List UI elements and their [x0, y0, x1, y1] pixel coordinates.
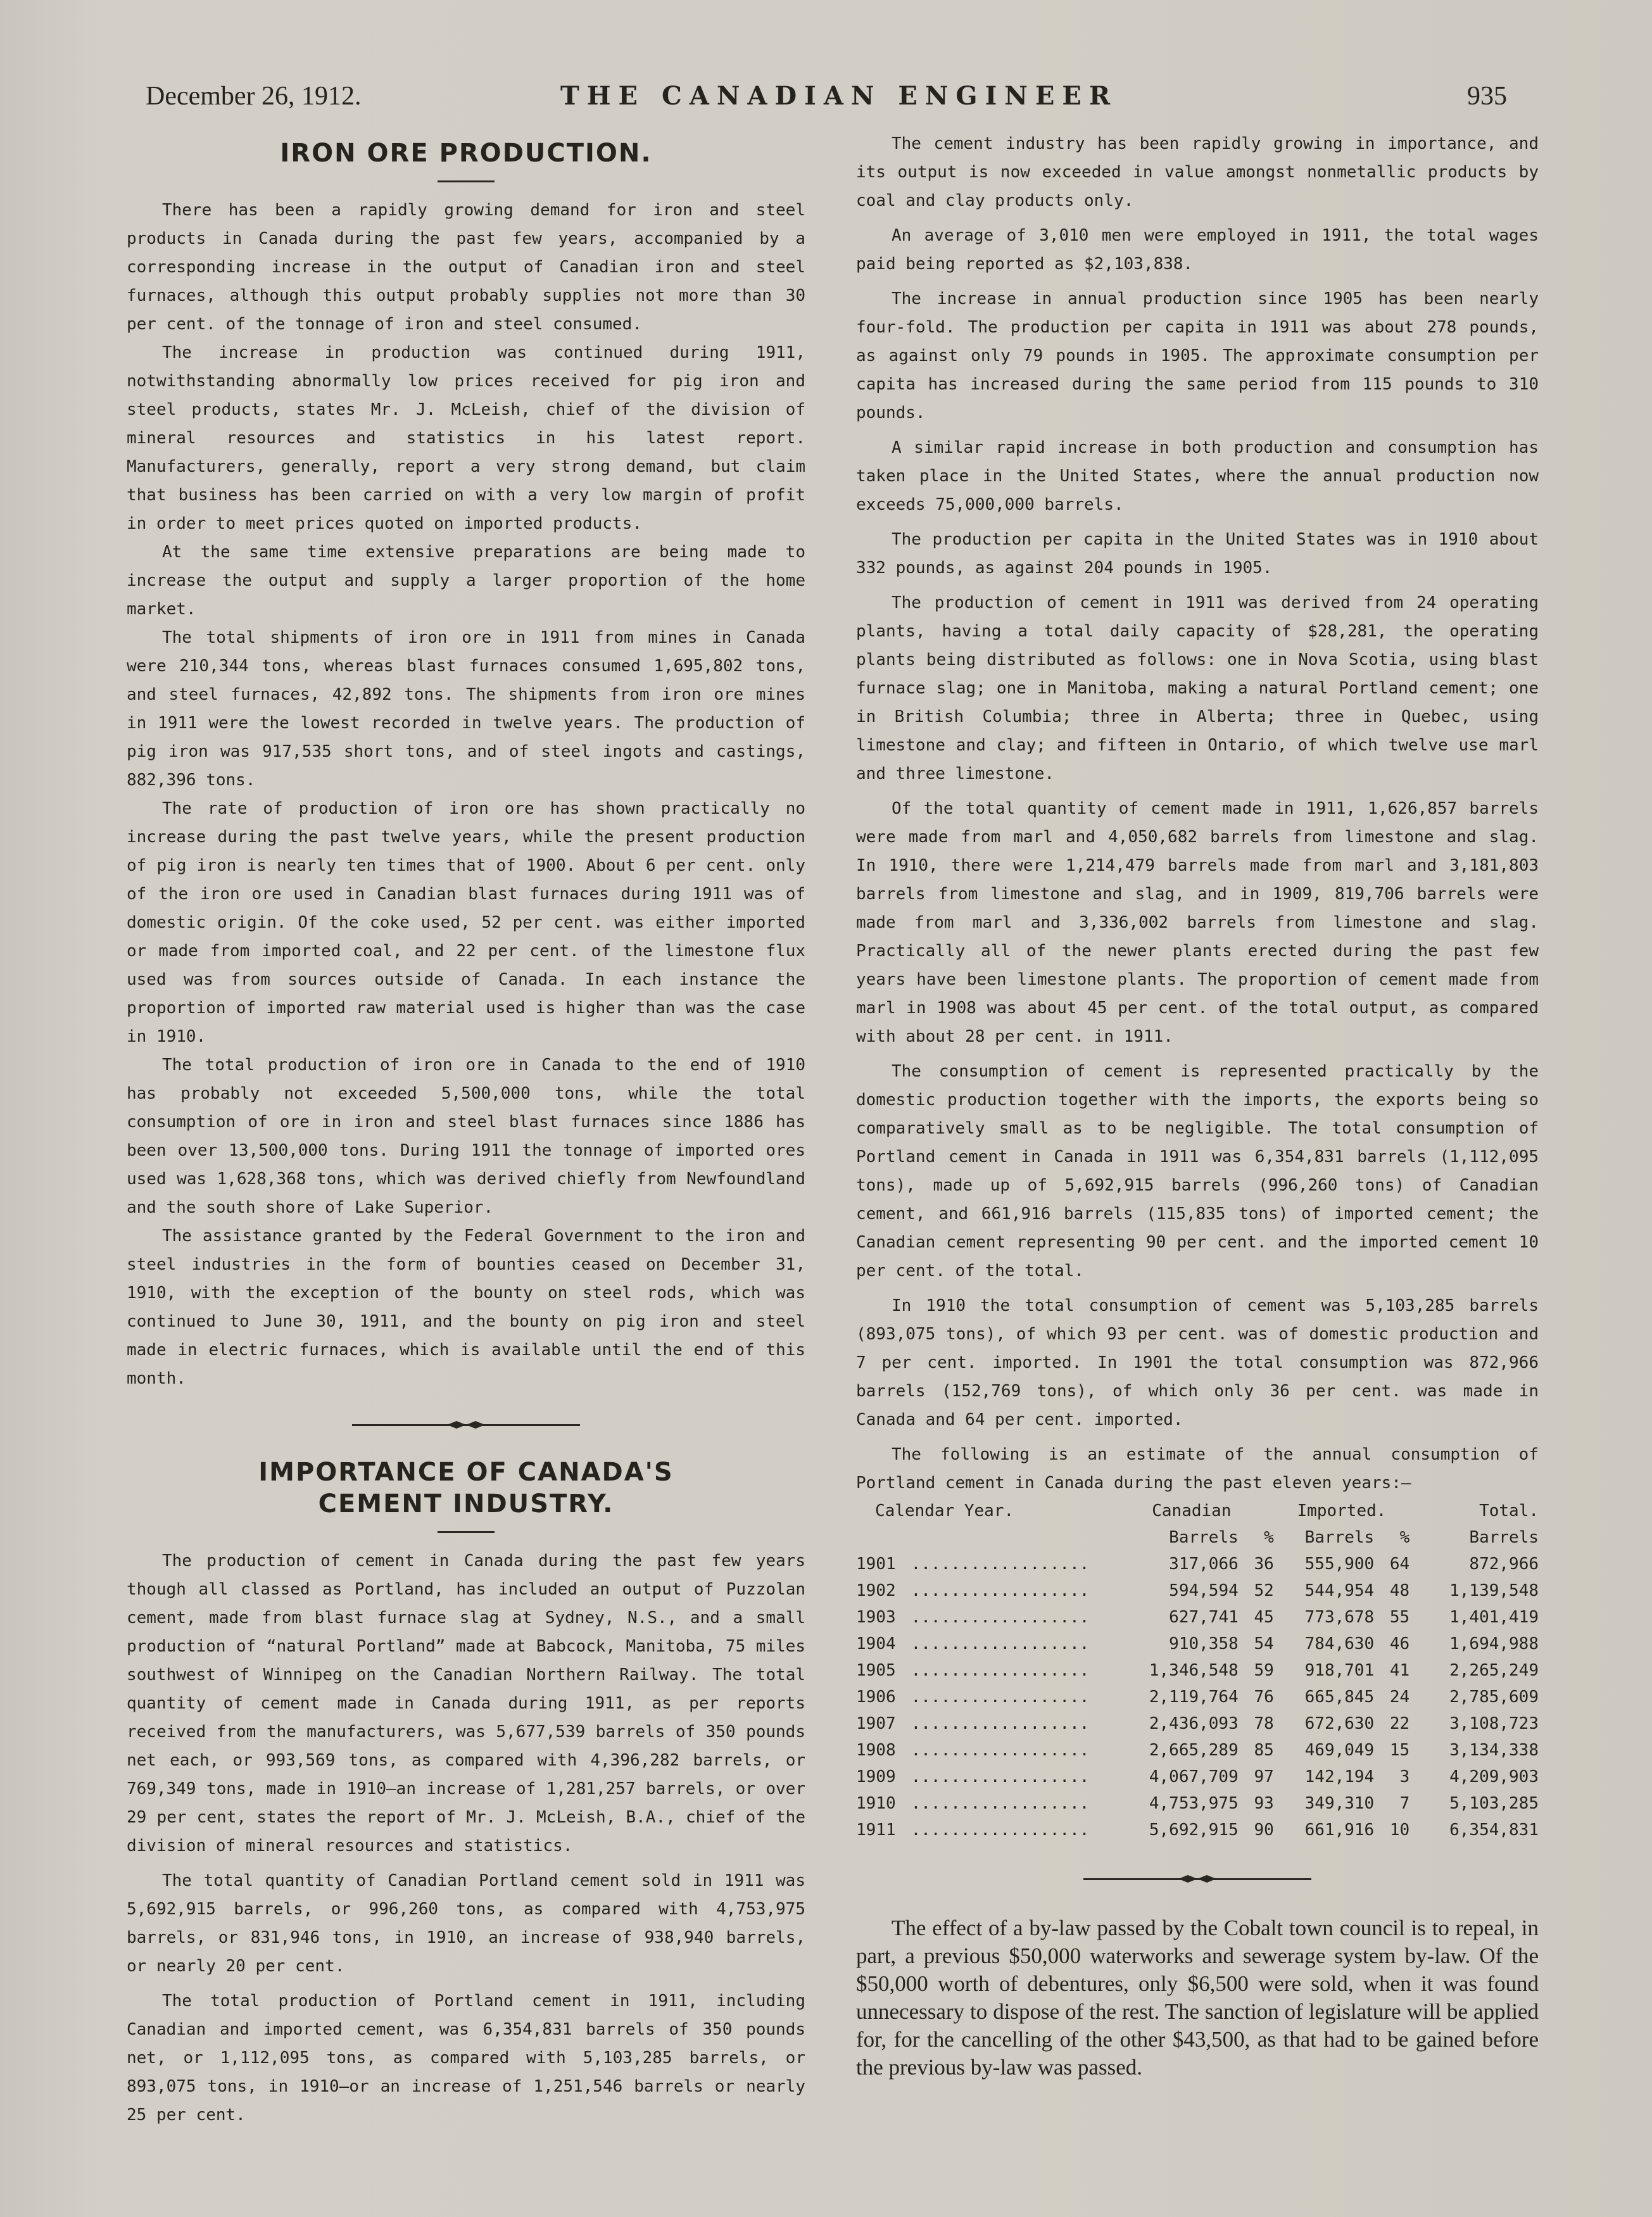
total-barrels-cell: 2,785,609 — [1449, 1688, 1539, 1707]
iron-paragraph: The increase in production was continued during 1911, notwithstanding abnormally low prices received for pig iron and steel products, states Mr. J. McLeish, chief of the division of mineral resources and statistics in his latest report. Manufacturers, generally, report a very strong demand, but claim that business has been carried on with a very low margin of profit in order to meet prices quoted on imported products. — [127, 343, 805, 533]
year-cell — [856, 1604, 1109, 1631]
total-barrels-cell: 3,134,338 — [1449, 1741, 1539, 1760]
cement-paragraph: The production of cement in Canada during the past few years though all classed as Portland, has included an output of Puzzolan cement, made from blast furnace slag at Sydney, N.S., and a small production of “natural Portland” made at Babcock, Manitoba, 75 miles southwest of Winnipeg on the Canadian Northern Railway. The total quantity of cement made in Canada during 1911, as per reports received from the manufacturers, was 5,677,539 barrels of 350 pounds net each, or 993,569 tons, as compared with 4,396,282 barrels, or 769,349 tons, made in 1910—an increase of 1,281,257 barrels, or over 29 per cent, states the report of Mr. J. McLeish, B.A., chief of the division of mineral resources and statistics. — [127, 1551, 805, 1855]
left-column — [127, 130, 805, 2130]
canadian-barrels-cell: 2,119,764 — [1149, 1688, 1239, 1707]
iron-paragraph: At the same time extensive preparations are being made to increase the output and supply a larger proportion of the home market. — [127, 543, 805, 619]
imported-percent-cell: 48 — [1389, 1581, 1410, 1600]
canadian-barrels-cell: 5,692,915 — [1149, 1821, 1239, 1840]
imported-percent-cell: 15 — [1389, 1741, 1410, 1760]
cobalt-bylaw-paragraph: The effect of a by-law passed by the Cobalt town council is to repeal, in part, a previous $50,000 waterworks and sewerage system by-law. Of the $50,000 worth of debentures, only $6,500 were sold, when it was found unnecessary to dispose of the rest. The sanction of legislature will be applied for, for the cancelling of the other $43,500, as that had to be gained before the previous by-law was passed. — [856, 1916, 1539, 2080]
canadian-barrels-cell: 317,066 — [1169, 1555, 1239, 1574]
cement-paragraph: The following is an estimate of the annual consumption of Portland cement in Canada during the past eleven years:— — [856, 1445, 1539, 1493]
table-body — [856, 1551, 1539, 1843]
header-calendar-year: Calendar Year. — [875, 1501, 1014, 1520]
iron-paragraph: The rate of production of iron ore has shown practically no increase during the past twelve years, while the present production of pig iron is nearly ten times that of 1900. About 6 per cent. only of the iron ore used in Canadian blast furnaces during 1911 was of domestic origin. Of the coke used, 52 per cent. was either imported or made from imported coal, and 22 per cent. of the limestone flux used was from sources outside of Canada. In each instance the proportion of imported raw material used is higher than was the case in 1910. — [127, 799, 805, 1046]
page-header — [146, 81, 1507, 125]
section-divider-ornament — [1083, 1874, 1311, 1884]
section-divider-ornament — [352, 1420, 580, 1430]
header-total: Total. — [1479, 1501, 1539, 1520]
cement-paragraph: The total production of Portland cement in 1911, including Canadian and imported cement, was 6,354,831 barrels of 350 pounds net, or 1,112,095 tons, as compared with 5,103,285 barrels, or 893,075 tons, in 1910—or an increase of 1,251,546 barrels or nearly 25 per cent. — [127, 1992, 805, 2125]
year-cell — [856, 1657, 1109, 1684]
year-cell — [856, 1764, 1109, 1790]
table-row — [856, 1577, 1539, 1604]
imported-barrels-cell: 349,310 — [1304, 1794, 1375, 1813]
iron-paragraph: There has been a rapidly growing demand for iron and steel products in Canada during the past few years, accompanied by a corresponding increase in the output of Canadian iron and steel furnaces, although this output probably supplies not more than 30 per cent. of the tonnage of iron and steel consumed. — [127, 201, 805, 334]
cement-paragraph: In 1910 the total consumption of cement was 5,103,285 barrels (893,075 tons), of which 93 per cent. was of domestic production and 7 per cent. imported. In 1901 the total consumption was 872,966 barrels (152,769 tons), of which only 36 per cent. was made in Canada and 64 per cent. imported. — [856, 1296, 1539, 1429]
dot-leader: .................. — [911, 1714, 1090, 1733]
cement-paragraph: The total quantity of Canadian Portland cement sold in 1911 was 5,692,915 barrels, or 996,260 tons, as compared with 4,753,975 barrels, or 831,946 tons, in 1910, an increase of 938,940 barrels, or nearly 20 per cent. — [127, 1871, 805, 1976]
header-canadian: Canadian — [1152, 1501, 1232, 1520]
total-barrels-cell: 5,103,285 — [1449, 1794, 1539, 1813]
table-row — [856, 1684, 1539, 1710]
table-row — [856, 1790, 1539, 1817]
year-cell — [856, 1790, 1109, 1817]
canadian-barrels-cell: 4,067,709 — [1149, 1767, 1239, 1786]
issue-date: December 26, 1912. — [146, 82, 362, 111]
canadian-percent-cell: 90 — [1254, 1821, 1274, 1840]
dot-leader: .................. — [911, 1661, 1090, 1680]
canadian-barrels-cell: 594,594 — [1169, 1581, 1239, 1600]
title-rule — [438, 1531, 495, 1533]
year-label: 1908 — [856, 1741, 896, 1760]
canadian-percent-cell: 85 — [1254, 1741, 1274, 1760]
year-cell — [856, 1577, 1109, 1604]
iron-paragraph: The assistance granted by the Federal Government to the iron and steel industries in the form of bounties ceased on December 31, 1910, with the exception of the bounty on steel rods, which was continued to June 30, 1911, and the bounty on pig iron and steel made in electric furnaces, which is available until the end of this month. — [127, 1227, 805, 1388]
canadian-percent-cell: 97 — [1254, 1767, 1274, 1786]
imported-percent-cell: 10 — [1389, 1821, 1410, 1840]
cement-title: IMPORTANCE OF CANADA'S CEMENT INDUSTRY. — [258, 1458, 674, 1519]
header-imported: Imported. — [1297, 1501, 1387, 1520]
dot-leader: .................. — [911, 1767, 1090, 1786]
dot-leader: .................. — [911, 1821, 1090, 1840]
year-label: 1909 — [856, 1767, 896, 1786]
total-barrels-cell: 872,966 — [1469, 1555, 1539, 1574]
imported-percent-cell: 24 — [1389, 1688, 1410, 1707]
canadian-barrels-cell: 627,741 — [1169, 1608, 1239, 1627]
title-rule — [438, 180, 495, 182]
canadian-percent-cell: 93 — [1254, 1794, 1274, 1813]
canadian-barrels-cell: 910,358 — [1169, 1634, 1239, 1653]
imported-barrels-cell: 544,954 — [1304, 1581, 1375, 1600]
cement-paragraph: A similar rapid increase in both production and consumption has taken place in the United States, where the annual production now exceeds 75,000,000 barrels. — [856, 438, 1539, 514]
cement-paragraph: The cement industry has been rapidly growing in importance, and its output is now exceeded in value amongst nonmetallic products by coal and clay products only. — [856, 134, 1539, 210]
dot-leader: .................. — [911, 1688, 1090, 1707]
subheader-percent: % — [1399, 1528, 1410, 1547]
table-row — [856, 1737, 1539, 1764]
canadian-percent-cell: 52 — [1254, 1581, 1274, 1600]
year-label: 1911 — [856, 1821, 896, 1840]
iron-ore-title: IRON ORE PRODUCTION. — [280, 139, 652, 168]
table-row — [856, 1817, 1539, 1843]
iron-paragraph: The total production of iron ore in Canada to the end of 1910 has probably not exceeded 5,500,000 tons, while the total consumption of ore in iron and steel blast furnaces since 1886 has been over 13,500,000 tons. During 1911 the tonnage of imported ores used was 1,628,368 tons, which was derived chiefly from Newfoundland and the south shore of Lake Superior. — [127, 1056, 805, 1217]
imported-percent-cell: 7 — [1399, 1794, 1410, 1813]
subheader-barrels: Barrels — [1169, 1528, 1239, 1547]
imported-percent-cell: 22 — [1389, 1714, 1410, 1733]
dot-leader: .................. — [911, 1581, 1090, 1600]
cement-paragraph: The production of cement in 1911 was derived from 24 operating plants, having a total daily capacity of $28,281, the operating plants being distributed as follows: one in Nova Scotia, using blast furnace slag; one in Manitoba, making a natural Portland cement; one in British Columbia; three in Alberta; three in Quebec, using limestone and clay; and fifteen in Ontario, of which twelve use marl and three limestone. — [856, 593, 1539, 783]
right-column — [856, 130, 1539, 2081]
total-barrels-cell: 6,354,831 — [1449, 1821, 1539, 1840]
iron-paragraph: The total shipments of iron ore in 1911 from mines in Canada were 210,344 tons, whereas blast furnaces consumed 1,695,802 tons, and steel furnaces, 42,892 tons. The shipments from iron ore mines in 1911 were the lowest recorded in twelve years. The production of pig iron was 917,535 short tons, and of steel ingots and castings, 882,396 tons. — [127, 628, 805, 790]
canadian-percent-cell: 45 — [1254, 1608, 1274, 1627]
table-row — [856, 1631, 1539, 1657]
year-label: 1901 — [856, 1555, 896, 1574]
year-cell — [856, 1684, 1109, 1710]
year-label: 1910 — [856, 1794, 896, 1813]
table-row — [856, 1657, 1539, 1684]
cement-consumption-table — [856, 1498, 1539, 1843]
imported-barrels-cell: 555,900 — [1304, 1555, 1375, 1574]
canadian-barrels-cell: 2,665,289 — [1149, 1741, 1239, 1760]
imported-percent-cell: 3 — [1399, 1767, 1410, 1786]
table-row — [856, 1551, 1539, 1577]
imported-barrels-cell: 784,630 — [1304, 1634, 1375, 1653]
canadian-percent-cell: 54 — [1254, 1634, 1274, 1653]
imported-barrels-cell: 672,630 — [1304, 1714, 1375, 1733]
total-barrels-cell: 2,265,249 — [1449, 1661, 1539, 1680]
year-label: 1904 — [856, 1634, 896, 1653]
cement-paragraph: The consumption of cement is represented practically by the domestic production together with the imports, the exports being so comparatively small as to be negligible. The total consumption of Portland cement in Canada in 1911 was 6,354,831 barrels (1,112,095 tons), made up of 5,692,915 barrels (996,260 tons) of Canadian cement, and 661,916 barrels (115,835 tons) of imported cement; the Canadian cement representing 90 per cent. and the imported cement 10 per cent. of the total. — [856, 1062, 1539, 1280]
cement-paragraph: The production per capita in the United States was in 1910 about 332 pounds, as against 204 pounds in 1905. — [856, 530, 1539, 578]
imported-barrels-cell: 142,194 — [1304, 1767, 1375, 1786]
year-label: 1906 — [856, 1688, 896, 1707]
imported-percent-cell: 46 — [1389, 1634, 1410, 1653]
imported-barrels-cell: 773,678 — [1304, 1608, 1375, 1627]
total-barrels-cell: 1,401,419 — [1449, 1608, 1539, 1627]
table-row — [856, 1764, 1539, 1790]
subheader-barrels: Barrels — [1304, 1528, 1375, 1547]
journal-title: THE CANADIAN ENGINEER — [560, 81, 1118, 111]
dot-leader: .................. — [911, 1555, 1090, 1574]
table-row — [856, 1710, 1539, 1737]
page-number: 935 — [1467, 82, 1507, 111]
imported-percent-cell: 55 — [1389, 1608, 1410, 1627]
imported-barrels-cell: 918,701 — [1304, 1661, 1375, 1680]
canadian-percent-cell: 78 — [1254, 1714, 1274, 1733]
year-label: 1902 — [856, 1581, 896, 1600]
dot-leader: .................. — [911, 1634, 1090, 1653]
canadian-barrels-cell: 2,436,093 — [1149, 1714, 1239, 1733]
subheader-percent: % — [1264, 1528, 1274, 1547]
table-subheader-row — [856, 1524, 1539, 1551]
dot-leader: .................. — [911, 1608, 1090, 1627]
year-cell — [856, 1710, 1109, 1737]
total-barrels-cell: 1,694,988 — [1449, 1634, 1539, 1653]
year-label: 1903 — [856, 1608, 896, 1627]
year-label: 1907 — [856, 1714, 896, 1733]
imported-barrels-cell: 661,916 — [1304, 1821, 1375, 1840]
imported-barrels-cell: 665,845 — [1304, 1688, 1375, 1707]
table-row — [856, 1604, 1539, 1631]
imported-percent-cell: 64 — [1389, 1555, 1410, 1574]
cement-paragraph: The increase in annual production since 1905 has been nearly four-fold. The production per capita in 1911 was about 278 pounds, as against only 79 pounds in 1905. The approximate consumption per capita has increased during the same period from 115 pounds to 310 pounds. — [856, 289, 1539, 422]
dot-leader: .................. — [911, 1794, 1090, 1813]
year-cell — [856, 1737, 1109, 1764]
year-cell — [856, 1817, 1109, 1843]
total-barrels-cell: 4,209,903 — [1449, 1767, 1539, 1786]
canadian-percent-cell: 36 — [1254, 1555, 1274, 1574]
year-cell — [856, 1551, 1109, 1577]
cement-paragraph: An average of 3,010 men were employed in 1911, the total wages paid being reported as $2,103,838. — [856, 226, 1539, 274]
dot-leader: .................. — [911, 1741, 1090, 1760]
imported-percent-cell: 41 — [1389, 1661, 1410, 1680]
imported-barrels-cell: 469,049 — [1304, 1741, 1375, 1760]
canadian-percent-cell: 76 — [1254, 1688, 1274, 1707]
table-header-row — [856, 1498, 1539, 1524]
canadian-barrels-cell: 1,346,548 — [1149, 1661, 1239, 1680]
year-cell — [856, 1631, 1109, 1657]
canadian-percent-cell: 59 — [1254, 1661, 1274, 1680]
cement-paragraph: Of the total quantity of cement made in 1911, 1,626,857 barrels were made from marl and 4,050,682 barrels from limestone and slag. In 1910, there were 1,214,479 barrels made from marl and 3,181,803 barrels from limestone and slag, and in 1909, 819,706 barrels were made from marl and 3,336,002 barrels from limestone and slag. Practically all of the newer plants erected during the past few years have been limestone plants. The proportion of cement made from marl in 1908 was about 45 per cent. of the total output, as compared with about 28 per cent. in 1911. — [856, 799, 1539, 1046]
total-barrels-cell: 1,139,548 — [1449, 1581, 1539, 1600]
year-label: 1905 — [856, 1661, 896, 1680]
subheader-barrels: Barrels — [1469, 1528, 1539, 1547]
canadian-barrels-cell: 4,753,975 — [1149, 1794, 1239, 1813]
total-barrels-cell: 3,108,723 — [1449, 1714, 1539, 1733]
